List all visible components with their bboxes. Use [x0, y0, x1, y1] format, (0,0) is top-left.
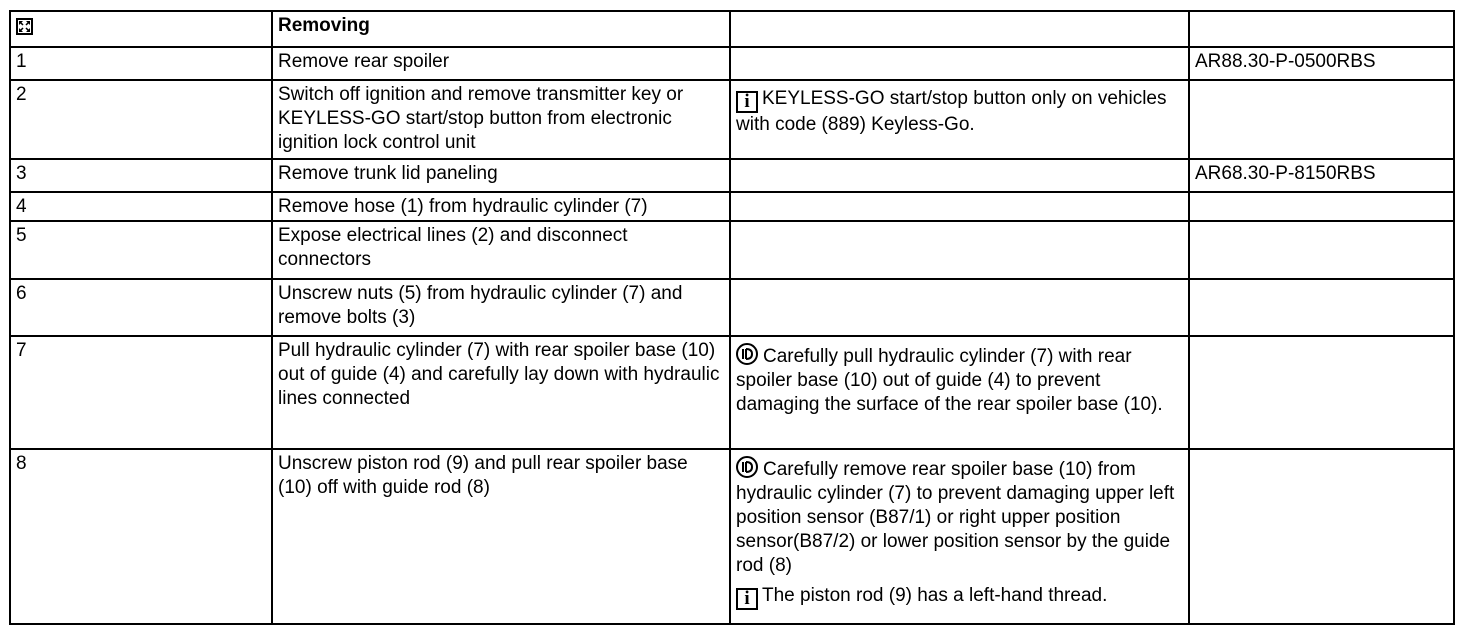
caution-note	[736, 456, 1182, 578]
table-row	[10, 279, 1454, 336]
step-text: Switch off ignition and remove transmitter key or KEYLESS-GO start/stop button from electronic ignition lock control unit	[272, 80, 730, 159]
reference-link[interactable]: AR88.30-P-0500RBS	[1189, 47, 1454, 80]
header-notes-cell	[730, 11, 1189, 47]
caution-note	[736, 343, 1182, 417]
notes-cell	[730, 336, 1189, 449]
reference-link	[1189, 279, 1454, 336]
info-note	[736, 584, 1182, 610]
step-text: Pull hydraulic cylinder (7) with rear spoiler base (10) out of guide (4) and carefully lay down with hydraulic lines connected	[272, 336, 730, 449]
reference-link	[1189, 192, 1454, 221]
table-row	[10, 47, 1454, 80]
table-row	[10, 80, 1454, 159]
step-number: 5	[10, 221, 272, 279]
notes-cell	[730, 80, 1189, 159]
note-text: KEYLESS-GO start/stop button only on vehicles with code (889) Keyless-Go.	[736, 88, 1167, 135]
header-icon-cell	[10, 11, 272, 47]
reference-link	[1189, 221, 1454, 279]
caution-icon	[736, 456, 758, 478]
reference-link	[1189, 336, 1454, 449]
step-number: 3	[10, 159, 272, 192]
step-text: Unscrew nuts (5) from hydraulic cylinder (7) and remove bolts (3)	[272, 279, 730, 336]
notes-cell	[730, 192, 1189, 221]
table-row	[10, 449, 1454, 624]
reference-link	[1189, 80, 1454, 159]
reference-link	[1189, 449, 1454, 624]
step-text: Remove trunk lid paneling	[272, 159, 730, 192]
table-row	[10, 221, 1454, 279]
step-number: 4	[10, 192, 272, 221]
step-text: Expose electrical lines (2) and disconnect connectors	[272, 221, 730, 279]
step-number: 6	[10, 279, 272, 336]
note-text: The piston rod (9) has a left-hand thread.	[762, 585, 1108, 606]
info-icon: i	[736, 91, 758, 113]
info-note	[736, 87, 1182, 137]
notes-cell	[730, 449, 1189, 624]
procedure-table	[9, 10, 1455, 625]
expand-icon[interactable]	[16, 18, 33, 35]
note-text: Carefully remove rear spoiler base (10) from hydraulic cylinder (7) to prevent damaging upper left position sensor (B87/1) or right upper position sensor(B87/2) or lower position sensor by the guide rod (8)	[736, 459, 1175, 576]
notes-cell	[730, 47, 1189, 80]
header-title: Removing	[272, 11, 730, 47]
info-icon: i	[736, 588, 758, 610]
notes-cell	[730, 159, 1189, 192]
step-text: Unscrew piston rod (9) and pull rear spoiler base (10) off with guide rod (8)	[272, 449, 730, 624]
note-text: Carefully pull hydraulic cylinder (7) with rear spoiler base (10) out of guide (4) to prevent damaging the surface of the rear spoiler base (10).	[736, 346, 1163, 415]
step-number: 1	[10, 47, 272, 80]
step-text: Remove rear spoiler	[272, 47, 730, 80]
table-row	[10, 336, 1454, 449]
table-row	[10, 159, 1454, 192]
notes-cell	[730, 221, 1189, 279]
notes-cell	[730, 279, 1189, 336]
header-ref-cell	[1189, 11, 1454, 47]
step-number: 2	[10, 80, 272, 159]
table-row	[10, 192, 1454, 221]
reference-link[interactable]: AR68.30-P-8150RBS	[1189, 159, 1454, 192]
step-text: Remove hose (1) from hydraulic cylinder (7)	[272, 192, 730, 221]
header-row	[10, 11, 1454, 47]
step-number: 7	[10, 336, 272, 449]
caution-icon	[736, 343, 758, 365]
step-number: 8	[10, 449, 272, 624]
